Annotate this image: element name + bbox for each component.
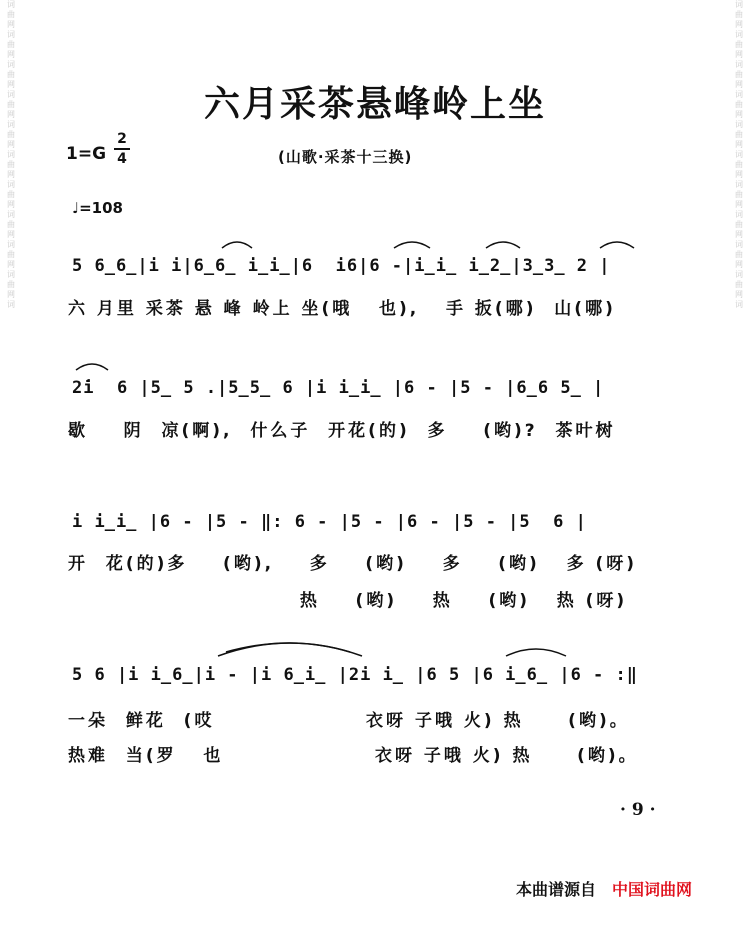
slur [394,242,430,248]
slur [226,643,350,652]
notation-line-3: i i̲i̲ |6 - |5 - ‖: 6 - |5 - |6 - |5 - |5 6 | [72,512,587,532]
watermark-char: 网 [735,140,743,149]
watermark-char: 曲 [7,40,15,49]
notation-line-4: 5 6 |i i̲6̲|i - |i 6̲i̲ |2i i̲ |6 5 |6 i̲6̲ |6 - :‖ [72,665,638,685]
watermark-char: 词 [735,120,743,129]
time-signature-bottom: 4 [117,151,127,167]
time-signature [114,131,130,167]
watermark-char: 词 [7,300,15,309]
notation-line-2: 2̇i 6 |5̲ 5 .|5̲5̲ 6 |i i̲i̲ |6 - |5 - |6̲6 5̲ | [72,378,605,398]
watermark-char: 曲 [735,220,743,229]
slur [486,242,520,248]
watermark-char: 网 [735,200,743,209]
watermark-char: 曲 [735,190,743,199]
watermark-char: 词 [735,0,743,9]
watermark-char: 曲 [7,190,15,199]
watermark-char: 曲 [735,160,743,169]
watermark-char: 网 [735,230,743,239]
watermark-char: 词 [735,60,743,69]
watermark-char: 网 [735,170,743,179]
watermark-char: 曲 [7,70,15,79]
watermark-char: 网 [7,80,15,89]
watermark-char: 词 [7,210,15,219]
watermark-char: 曲 [7,280,15,289]
time-signature-divider [114,148,130,150]
watermark-char: 网 [7,230,15,239]
watermark-char: 词 [735,30,743,39]
watermark-right [732,0,746,927]
watermark-char: 词 [7,270,15,279]
genre-subtitle: (山歌·采茶十三换) [278,148,413,166]
tempo-marking: ♩=108 [72,199,123,217]
watermark-char: 曲 [7,100,15,109]
watermark-char: 词 [7,240,15,249]
notation-line-1: 5 6̲6̲|i i|6̲6̲ i̲i̲|6 i6|6 -|i̲i̲ i̲2̲|3̲3̲ 2 | [72,256,611,276]
watermark-char: 词 [7,120,15,129]
watermark-char: 曲 [735,100,743,109]
watermark-char: 曲 [735,70,743,79]
watermark-char: 词 [735,90,743,99]
source-label: 本曲谱源自 [516,880,597,899]
watermark-char: 网 [735,20,743,29]
watermark-char: 网 [7,20,15,29]
watermark-char: 曲 [7,160,15,169]
watermark-char: 曲 [7,220,15,229]
slur [76,364,108,370]
watermark-char: 曲 [735,40,743,49]
watermark-char: 网 [7,170,15,179]
watermark-char: 词 [735,270,743,279]
slur [218,643,362,656]
watermark-char: 词 [7,180,15,189]
slur [600,242,634,248]
lyric-line-1: 六 月里 采茶 悬 峰 岭上 坐(哦 也), 手 扳(哪) 山(哪) [68,299,616,319]
slur [506,649,566,656]
page-number: · 9 · [620,800,656,820]
source-credit [516,877,692,900]
song-title: 六月采茶悬峰岭上坐 [203,83,546,125]
watermark-char: 网 [735,260,743,269]
watermark-char: 网 [7,140,15,149]
key-signature: 1=G [66,144,107,164]
time-signature-top: 2 [117,131,127,147]
slur [222,242,252,248]
watermark-char: 词 [7,0,15,9]
watermark-char: 词 [735,240,743,249]
lyric-line-2: 歇 阴 凉(啊), 什么子 开花(的) 多 (哟)? 茶叶树 [68,421,616,441]
watermark-char: 网 [735,50,743,59]
watermark-char: 网 [7,200,15,209]
watermark-char: 网 [735,80,743,89]
watermark-char: 词 [735,150,743,159]
watermark-char: 词 [7,90,15,99]
watermark-char: 网 [735,110,743,119]
watermark-char: 网 [7,110,15,119]
watermark-char: 曲 [7,250,15,259]
lyric-line-3a: 开 花(的)多 (哟), 多 (哟) 多 (哟) 多 (呀) [68,554,638,574]
watermark-char: 网 [7,290,15,299]
watermark-char: 曲 [735,130,743,139]
lyric-line-3b: 热 (哟) 热 (哟) 热 (呀) [68,591,628,611]
lyric-line-4b: 热难 当(罗 也 衣呀 子哦 火) 热 (哟)。 [68,746,639,766]
watermark-char: 曲 [735,250,743,259]
source-site-link[interactable]: 中国词曲网 [612,880,693,899]
watermark-char: 曲 [7,130,15,139]
watermark-char: 曲 [7,10,15,19]
watermark-char: 网 [7,260,15,269]
watermark-char: 词 [735,210,743,219]
watermark-char: 网 [7,50,15,59]
watermark-char: 词 [735,180,743,189]
watermark-char: 词 [7,150,15,159]
watermark-char: 词 [735,300,743,309]
watermark-char: 曲 [735,10,743,19]
watermark-left [4,0,18,927]
watermark-char: 网 [735,290,743,299]
lyric-line-4a: 一朵 鲜花 (哎 衣呀 子哦 火) 热 (哟)。 [68,711,630,731]
watermark-char: 曲 [735,280,743,289]
watermark-char: 词 [7,30,15,39]
watermark-char: 词 [7,60,15,69]
